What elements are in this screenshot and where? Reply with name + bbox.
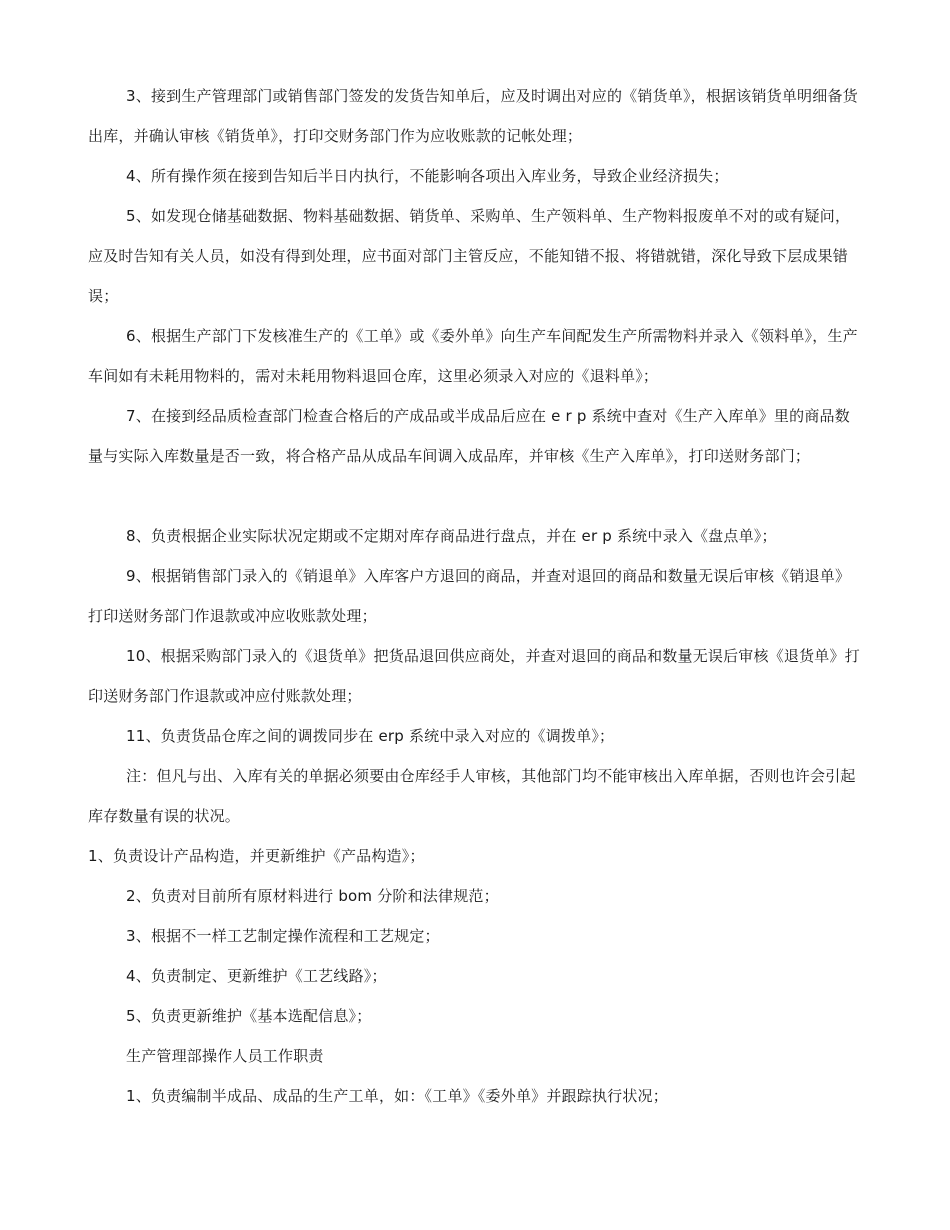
section-heading-production: 生产管理部操作人员工作职责 — [126, 1047, 324, 1065]
paragraph-item-7: 7、在接到经品质检查部门检查合格后的产成品或半成品后应在 e r p 系统中查对《生产入库单》里的商品数量与实际入库数量是否一致，将合格产品从成品车间调入成品库，并审核《生产入库单》，打印送财务部门； — [88, 407, 850, 465]
paragraph-design-2: 2、负责对目前所有原材料进行 bom 分阶和法律规范； — [126, 887, 499, 905]
paragraph-design-3: 3、根据不一样工艺制定操作流程和工艺规定； — [126, 927, 440, 945]
paragraph-item-6: 6、根据生产部门下发核准生产的《工单》或《委外单》向生产车间配发生产所需物料并录入《领料单》，生产车间如有未耗用物料的，需对未耗用物料退回仓库，这里必须录入对应的《退料单》； — [88, 327, 858, 385]
paragraph-item-3: 3、接到生产管理部门或销售部门签发的发货告知单后，应及时调出对应的《销货单》，根据该销货单明细备货出库，并确认审核《销货单》，打印交财务部门作为应收账款的记帐处理； — [88, 87, 858, 145]
paragraph-item-11: 11、负责货品仓库之间的调拨同步在 erp 系统中录入对应的《调拨单》； — [126, 727, 615, 745]
paragraph-design-4: 4、负责制定、更新维护《工艺线路》； — [126, 967, 387, 985]
paragraph-item-10: 10、根据采购部门录入的《退货单》把货品退回供应商处，并查对退回的商品和数量无误后审核《退货单》打印送财务部门作退款或冲应付账款处理； — [88, 647, 860, 705]
paragraph-design-1: 1、负责设计产品构造，并更新维护《产品构造》； — [88, 847, 425, 865]
paragraph-item-4: 4、所有操作须在接到告知后半日内执行，不能影响各项出入库业务，导致企业经济损失； — [126, 167, 729, 185]
paragraph-production-1: 1、负责编制半成品、成品的生产工单，如：《工单》《委外单》并跟踪执行状况； — [126, 1087, 668, 1105]
paragraph-item-5: 5、如发现仓储基础数据、物料基础数据、销货单、采购单、生产领料单、生产物料报废单不对的或有疑问，应及时告知有关人员，如没有得到处理，应书面对部门主管反应，不能知错不报、将错就错，深化导致下层成果错误； — [88, 207, 851, 305]
paragraph-design-5: 5、负责更新维护《基本选配信息》； — [126, 1007, 372, 1025]
paragraph-item-8: 8、负责根据企业实际状况定期或不定期对库存商品进行盘点，并在 er p 系统中录入《盘点单》； — [126, 527, 777, 545]
paragraph-item-9: 9、根据销售部门录入的《销退单》入库客户方退回的商品，并查对退回的商品和数量无误后审核《销退单》打印送财务部门作退款或冲应收账款处理； — [88, 567, 851, 625]
paragraph-note: 注：但凡与出、入库有关的单据必须要由仓库经手人审核，其他部门均不能审核出入库单据，否则也许会引起库存数量有误的状况。 — [88, 767, 856, 825]
